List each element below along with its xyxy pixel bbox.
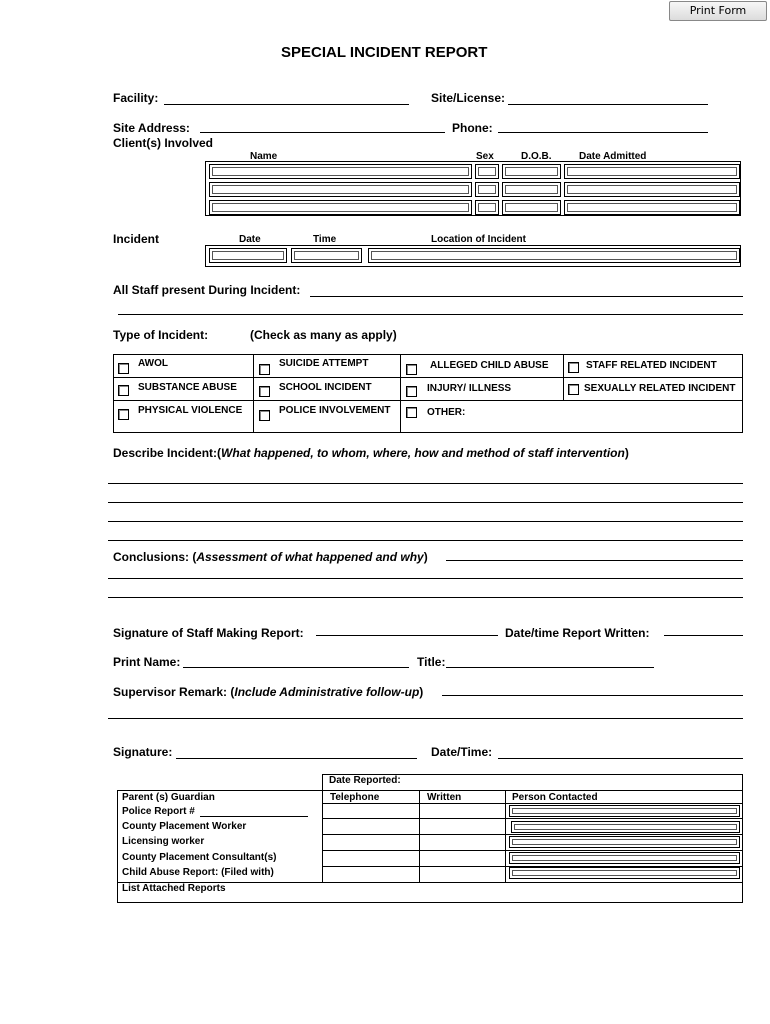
client-sex-header: Sex	[476, 151, 494, 162]
col-divider	[253, 354, 254, 433]
row-divider	[322, 834, 743, 835]
phone-label: Phone:	[452, 121, 493, 135]
incident-date-field[interactable]	[209, 248, 287, 263]
client-sex-field-2[interactable]	[475, 182, 499, 197]
supervisor-remark-line-2[interactable]	[108, 718, 743, 719]
row-label-county-placement-consultant: County Placement Consultant(s)	[122, 852, 277, 863]
date-reported-label: Date Reported:	[329, 775, 401, 786]
client-name-field-3[interactable]	[209, 200, 472, 215]
row-label-police-report: Police Report #	[122, 806, 195, 817]
written-header: Written	[427, 792, 462, 803]
client-sex-field-3[interactable]	[475, 200, 499, 215]
conclusions-label: Conclusions: (Assessment of what happened and why)	[113, 550, 428, 564]
print-name-field[interactable]	[183, 667, 409, 668]
telephone-header: Telephone	[330, 792, 380, 803]
phone-field[interactable]	[498, 132, 708, 133]
client-admitted-field-1[interactable]	[564, 164, 740, 179]
row-divider	[322, 818, 743, 819]
alleged-child-abuse-label: ALLEGED CHILD ABUSE	[430, 360, 549, 371]
staff-related-incident-label: STAFF RELATED INCIDENT	[586, 360, 717, 371]
site-address-field[interactable]	[200, 132, 445, 133]
injury-illness-label: INJURY/ ILLNESS	[427, 383, 512, 394]
person-contacted-field-2[interactable]	[511, 821, 740, 833]
other-checkbox[interactable]	[406, 407, 417, 418]
injury-illness-checkbox[interactable]	[406, 386, 417, 397]
alleged-child-abuse-checkbox[interactable]	[406, 364, 417, 375]
clients-involved-label: Client(s) Involved	[113, 136, 214, 150]
police-involvement-label: POLICE INVOLVEMENT	[279, 405, 391, 416]
client-name-header: Name	[250, 151, 278, 162]
row-label-parent-guardian: Parent (s) Guardian	[122, 792, 215, 803]
client-dob-field-1[interactable]	[502, 164, 561, 179]
datetime-field[interactable]	[498, 758, 743, 759]
row-label-licensing-worker: Licensing worker	[122, 836, 205, 847]
row-label-list-attached-reports: List Attached Reports	[122, 883, 226, 894]
conclusions-field[interactable]	[446, 560, 743, 561]
facility-field[interactable]	[164, 104, 409, 105]
page-title: SPECIAL INCIDENT REPORT	[281, 44, 488, 61]
signature-field[interactable]	[176, 758, 417, 759]
print-name-label: Print Name:	[113, 655, 181, 669]
row-label-county-placement-worker: County Placement Worker	[122, 821, 247, 832]
all-staff-label: All Staff present During Incident:	[113, 283, 301, 297]
describe-line-4[interactable]	[108, 540, 743, 541]
sexually-related-incident-label: SEXUALLY RELATED INCIDENT	[584, 383, 736, 394]
incident-location-header: Location of Incident	[431, 234, 526, 245]
awol-label: AWOL	[138, 358, 168, 369]
signature-staff-field[interactable]	[316, 635, 498, 636]
datetime-written-field[interactable]	[664, 635, 743, 636]
physical-violence-label: PHYSICAL VIOLENCE	[138, 405, 243, 416]
client-dob-field-3[interactable]	[502, 200, 561, 215]
sexually-related-incident-checkbox[interactable]	[568, 384, 579, 395]
all-staff-field-line-2[interactable]	[118, 314, 743, 315]
col-divider	[563, 354, 564, 401]
incident-location-field[interactable]	[368, 248, 740, 263]
client-name-field-1[interactable]	[209, 164, 472, 179]
incident-time-header: Time	[313, 234, 337, 245]
signature-label: Signature:	[113, 745, 173, 759]
school-incident-checkbox[interactable]	[259, 386, 270, 397]
row-divider	[113, 400, 743, 401]
title-label: Title:	[417, 655, 446, 669]
awol-checkbox[interactable]	[118, 363, 129, 374]
suicide-attempt-checkbox[interactable]	[259, 364, 270, 375]
client-dob-field-2[interactable]	[502, 182, 561, 197]
substance-abuse-label: SUBSTANCE ABUSE	[138, 382, 237, 393]
all-staff-field[interactable]	[310, 296, 743, 297]
client-admitted-field-3[interactable]	[564, 200, 740, 215]
site-license-label: Site/License:	[431, 91, 506, 105]
school-incident-label: SCHOOL INCIDENT	[279, 382, 372, 393]
type-of-incident-label: Type of Incident:	[113, 328, 209, 342]
datetime-written-label: Date/time Report Written:	[505, 626, 650, 640]
person-contacted-field-1[interactable]	[509, 805, 740, 817]
row-divider	[322, 803, 743, 804]
suicide-attempt-label: SUICIDE ATTEMPT	[279, 358, 369, 369]
datetime-label: Date/Time:	[431, 745, 493, 759]
person-contacted-field-3[interactable]	[509, 836, 740, 848]
police-involvement-checkbox[interactable]	[259, 410, 270, 421]
site-license-field[interactable]	[508, 104, 708, 105]
client-admitted-field-2[interactable]	[564, 182, 740, 197]
describe-incident-label: Describe Incident:(What happened, to whom, where, how and method of staff intervention)	[113, 446, 629, 460]
incident-label: Incident	[113, 232, 160, 246]
facility-label: Facility:	[113, 91, 159, 105]
other-label: OTHER:	[427, 407, 466, 418]
client-date-admitted-header: Date Admitted	[579, 151, 647, 162]
title-field[interactable]	[446, 667, 654, 668]
supervisor-remark-label: Supervisor Remark: (Include Administrative follow-up)	[113, 685, 424, 699]
supervisor-remark-field[interactable]	[442, 695, 743, 696]
physical-violence-checkbox[interactable]	[118, 409, 129, 420]
describe-line-2[interactable]	[108, 502, 743, 503]
col-divider	[400, 354, 401, 433]
signature-staff-label: Signature of Staff Making Report:	[113, 626, 304, 640]
describe-line-3[interactable]	[108, 521, 743, 522]
conclusions-line-2[interactable]	[108, 578, 743, 579]
client-sex-field-1[interactable]	[475, 164, 499, 179]
person-contacted-field-4[interactable]	[509, 852, 740, 864]
client-dob-header: D.O.B.	[521, 151, 552, 162]
row-divider	[113, 377, 743, 378]
person-contacted-header: Person Contacted	[512, 792, 598, 803]
row-label-child-abuse-report: Child Abuse Report: (Filed with)	[122, 867, 274, 878]
describe-line-1[interactable]	[108, 483, 743, 484]
person-contacted-field-5[interactable]	[509, 867, 740, 879]
incident-date-header: Date	[239, 234, 261, 245]
site-address-label: Site Address:	[113, 121, 190, 135]
conclusions-line-3[interactable]	[108, 597, 743, 598]
print-form-button[interactable]: Print Form	[669, 1, 767, 21]
staff-related-incident-checkbox[interactable]	[568, 362, 579, 373]
police-report-number-field[interactable]	[200, 816, 308, 817]
row-divider	[322, 850, 743, 851]
substance-abuse-checkbox[interactable]	[118, 385, 129, 396]
check-many-label: (Check as many as apply)	[250, 328, 397, 342]
client-name-field-2[interactable]	[209, 182, 472, 197]
incident-time-field[interactable]	[291, 248, 362, 263]
